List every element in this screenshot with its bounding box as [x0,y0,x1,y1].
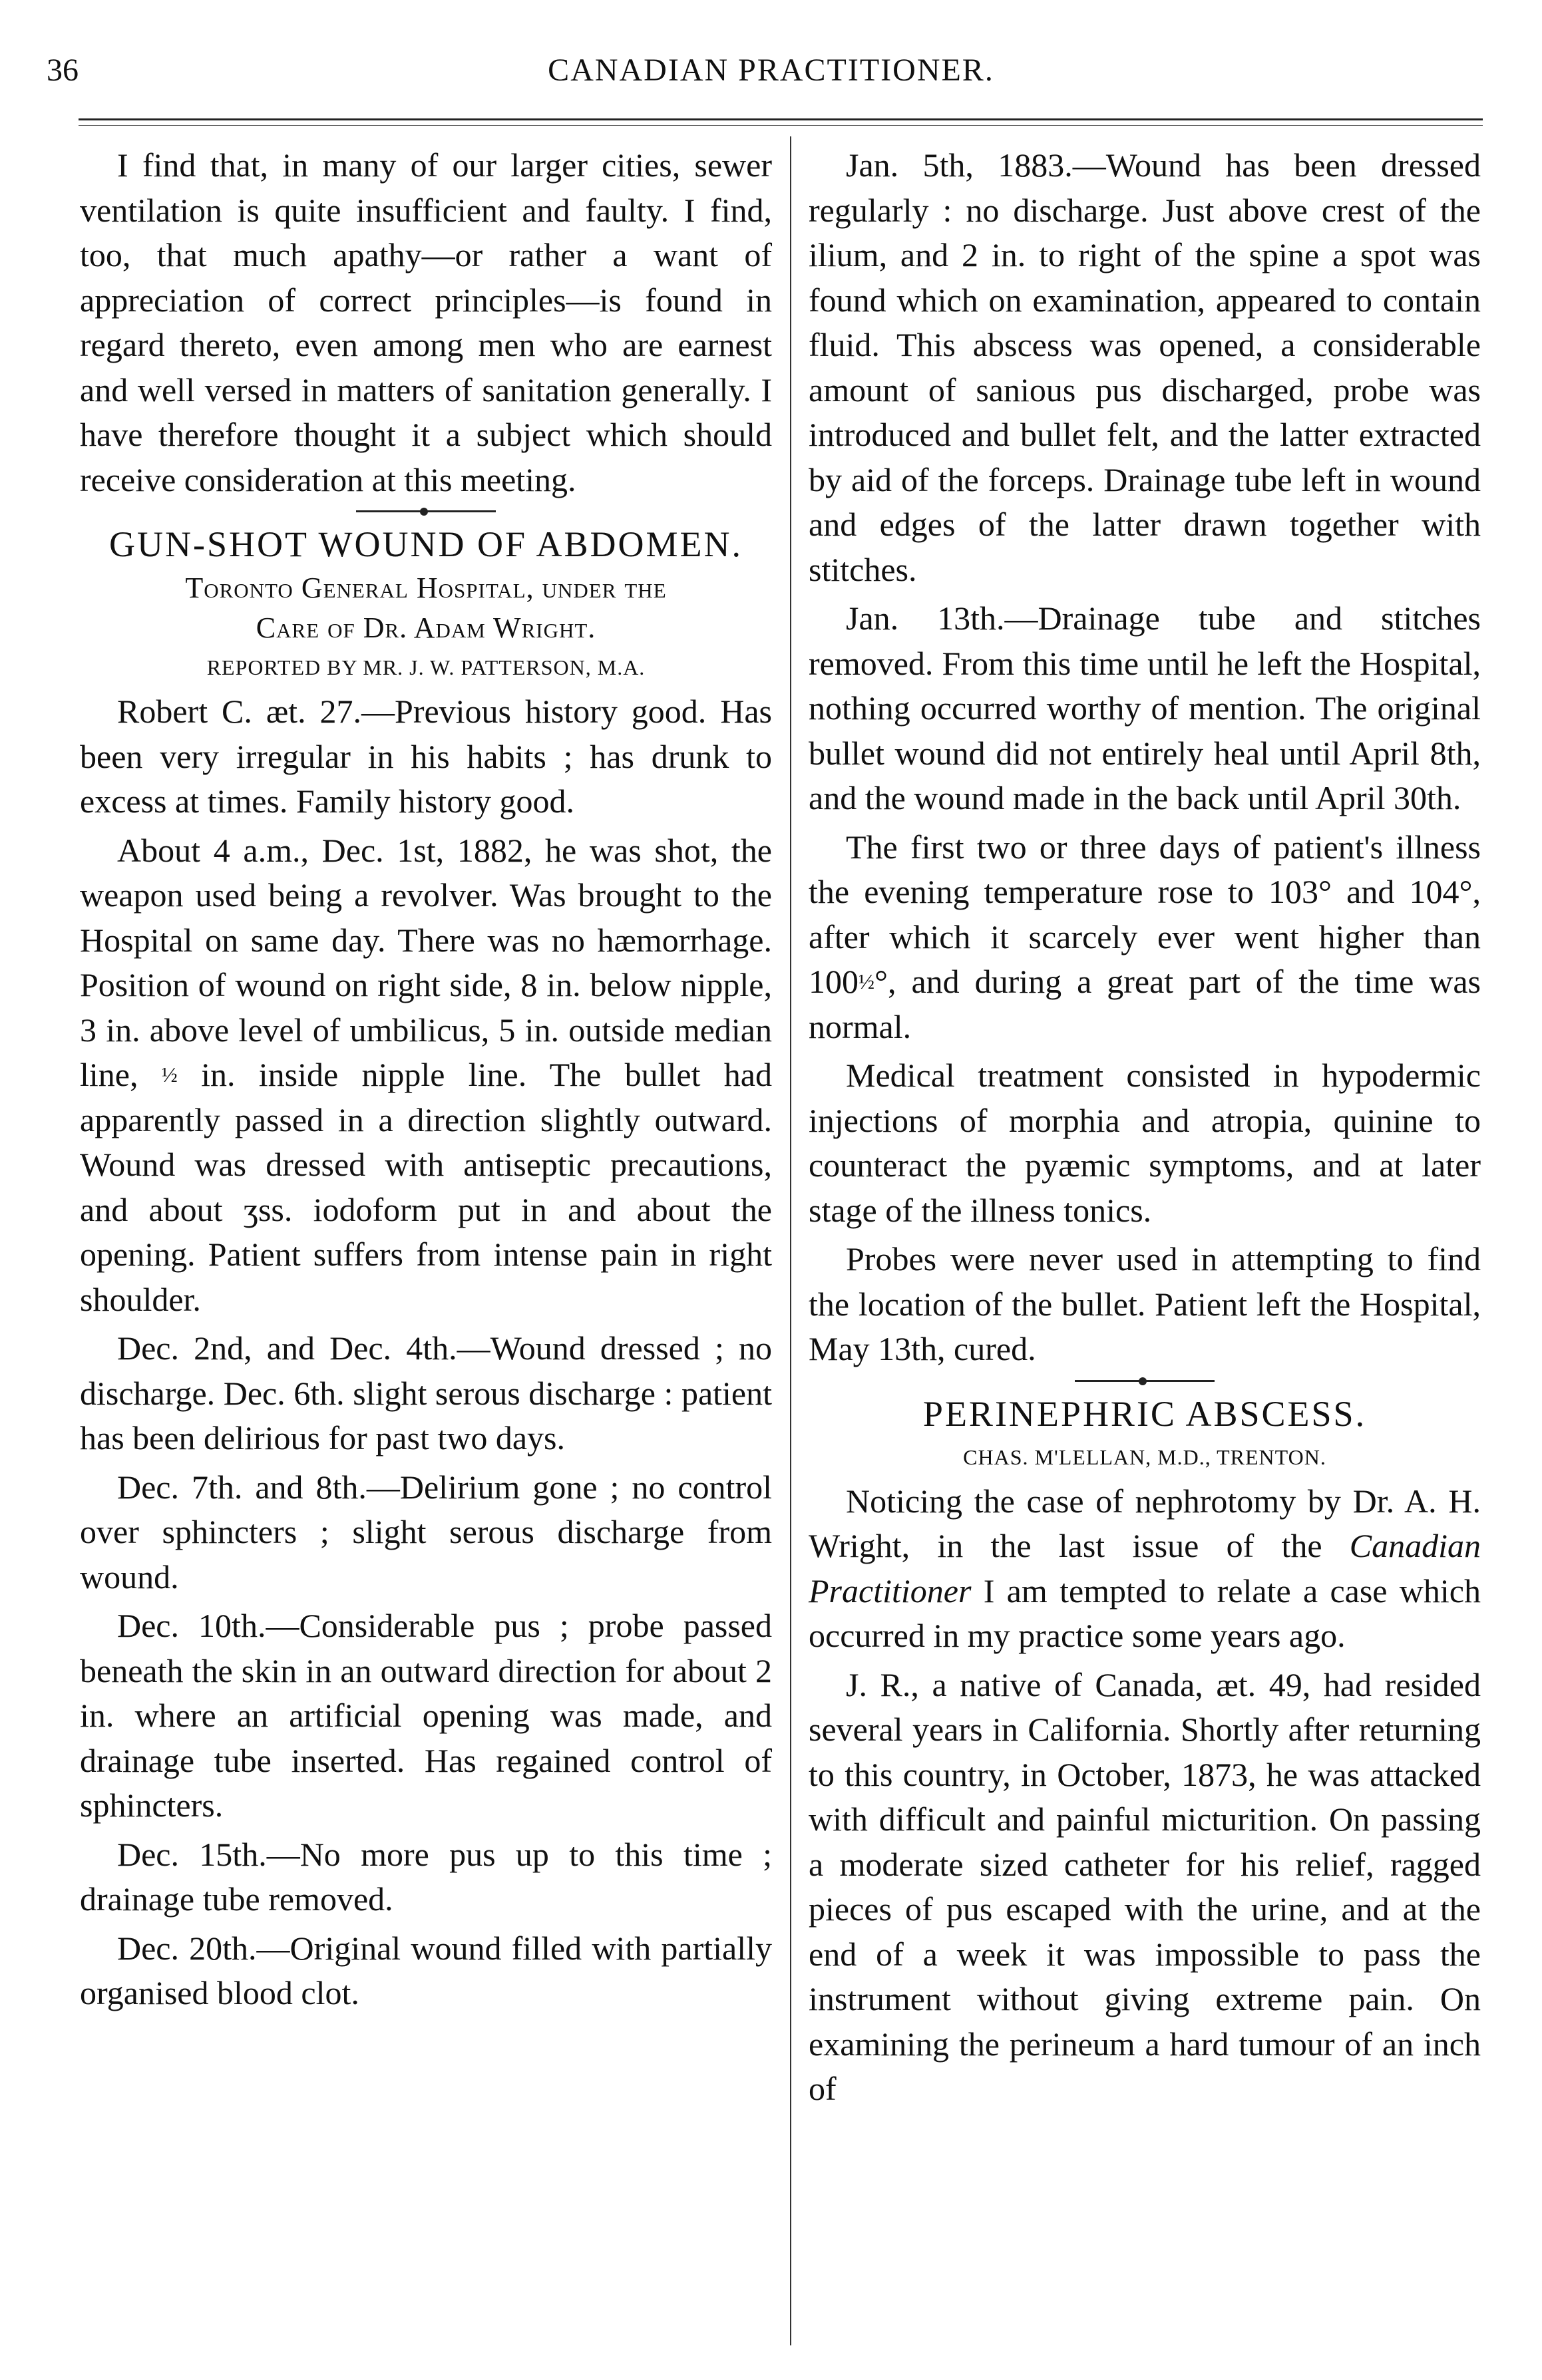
body-text: °, and during a great part of the time was normal. [809,963,1481,1045]
header-rule-thin [79,125,1483,126]
body-text: I am tempted to relate a case which occurred in my practice some years ago. [809,1572,1481,1654]
fraction: ½ [859,969,874,993]
section-separator [356,510,496,512]
body-paragraph: Dec. 20th.—Original wound filled with partially organised blood clot. [80,1929,772,2011]
body-paragraph: Robert C. æt. 27.—Previous history good. Has been very irregular in his habits ; has drunk to excess at times. Family history good. [80,693,772,820]
column-divider [790,136,791,2345]
article-subtitle-line1: Toronto General Hospital, under the [185,572,667,604]
fraction: ½ [161,1063,178,1087]
article-title: PERINEPHRIC ABSCESS. [922,1393,1367,1434]
body-paragraph: Dec. 2nd, and Dec. 4th.—Wound dressed ; no discharge. Dec. 6th. slight serous discharge : patient has been delirious for past two days. [80,1329,772,1456]
article-byline: REPORTED BY MR. J. W. PATTERSON, M.A. [206,655,646,679]
body-paragraph [809,1479,1481,1659]
article-byline: CHAS. M'LELLAN, M.D., TRENTON. [963,1445,1326,1469]
body-text: The first two or three days of patient's illness the evening temperature rose to 103° and 104°, after which it scarcely ever went higher than 100 [809,828,1481,1000]
left-column [80,143,772,2016]
article-subtitle-line2: Care of Dr. Adam Wright. [256,611,596,644]
body-paragraph: Dec. 7th. and 8th.—Delirium gone ; no control over sphincters ; slight serous discharge from wound. [80,1468,772,1596]
body-text: in. inside nipple line. The bullet had apparently passed in a direction slightly outward. Wound was dressed with antiseptic precautions, and about ʒss. iodoform put in and about the opening. Patient suffers from intense pain in right shoulder. [80,1056,773,1318]
body-paragraph: Dec. 15th.—No more pus up to this time ; drainage tube removed. [80,1835,772,1918]
body-text: Noticing the case of nephrotomy by Dr. A. H. Wright, in the last issue of the [809,1482,1481,1564]
body-paragraph: Jan. 5th, 1883.—Wound has been dressed regularly : no discharge. Just above crest of the ilium, and 2 in. to right of the spine a spot was found which on examination, appeared to contain fluid. This abscess was opened, a considerable amount of sanious pus discharged, probe was introduced and bullet felt, and the latter extracted by aid of the forceps. Drainage tube left in wound and edges of the latter drawn together with stitches. [809,146,1481,588]
body-text: About 4 a.m., Dec. 1st, 1882, he was shot, the weapon used being a revolver. Was brought to the Hospital on same day. There was no hæmorrhage. Position of wound on right side, 8 in. below nipple, 3 in. above level of umbilicus, 5 in. outside median line, [80,831,772,1093]
page-number: 36 [47,53,79,88]
body-paragraph [809,825,1481,1050]
body-paragraph: Probes were never used in attempting to find the location of the bullet. Patient left the Hospital, May 13th, cured. [809,1240,1481,1367]
body-paragraph: Medical treatment consisted in hypodermic injections of morphia and atropia, quinine to counteract the pyæmic symptoms, and at later stage of the illness tonics. [809,1057,1481,1229]
intro-paragraph: I find that, in many of our larger cities, sewer ventilation is quite insufficient and faulty. I find, too, that much apathy—or rather a want of appreciation of correct principles—is found in regard thereto, even among men who are earnest and well versed in matters of sanitation generally. I have therefore thought it a subject which should receive consideration at this meeting. [80,146,772,498]
running-head: CANADIAN PRACTITIONER. [548,53,994,88]
article-title: GUN-SHOT WOUND OF ABDOMEN. [108,524,743,564]
section-separator [1075,1380,1215,1382]
body-paragraph: J. R., a native of Canada, æt. 49, had resided several years in California. Shortly after returning to this country, in October, 1873, he was attacked with difficult and painful micturition. On passing a moderate sized catheter for his relief, ragged pieces of pus escaped with the urine, and at the end of a week it was impossible to pass the instrument without giving extreme pain. On examining the perineum a hard tumour of an inch of [809,1665,1481,2107]
body-paragraph: Jan. 13th.—Drainage tube and stitches removed. From this time until he left the Hospital, nothing occurred worthy of mention. The original bullet wound did not entirely heal until April 8th, and the wound made in the back until April 30th. [809,599,1481,816]
body-paragraph [80,828,772,1323]
header-rule [79,118,1483,120]
body-paragraph: Dec. 10th.—Considerable pus ; probe passed beneath the skin in an outward direction for about 2 in. where an artificial opening was made, and drainage tube inserted. Has regained control of sphincters. [80,1607,772,1824]
journal-name-italic: Canadian Practitioner [809,1527,1481,1610]
right-column [809,143,1481,2112]
